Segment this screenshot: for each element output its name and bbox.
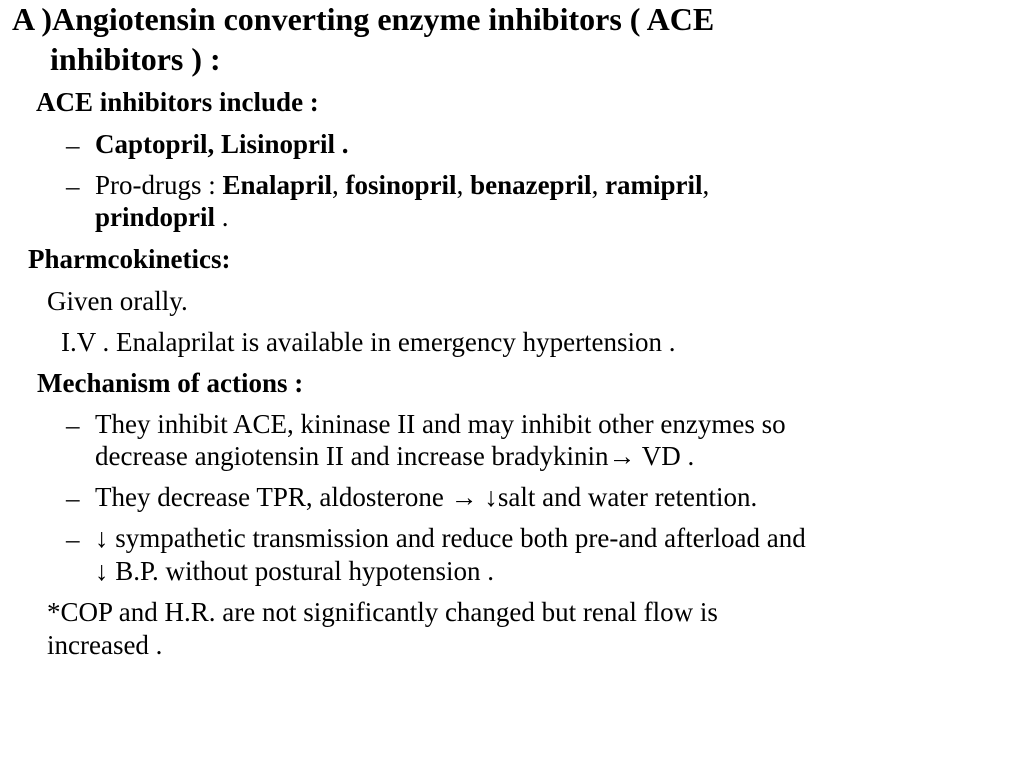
mechanism-2: They decrease TPR, aldosterone → ↓salt and water retention. — [95, 482, 758, 512]
prodrugs-line — [95, 171, 709, 201]
iv-enalaprilat: I.V . Enalaprilat is available in emergency hypertension . — [61, 327, 676, 357]
prodrug-item: prindopril — [95, 202, 216, 232]
slide-title-line-1: A )Angiotensin converting enzyme inhibitors ( ACE — [12, 1, 715, 37]
bullet-dash: – — [66, 171, 80, 201]
slide-title-line-2: inhibitors ) : — [50, 41, 221, 77]
bullet-dash: – — [66, 130, 80, 160]
separator: , — [591, 170, 606, 200]
separator: , — [456, 170, 471, 200]
bullet-dash: – — [66, 483, 80, 513]
prodrug-item: benazepril — [470, 170, 592, 200]
mechanism-heading: Mechanism of actions : — [37, 368, 304, 398]
separator: , — [702, 170, 710, 200]
mechanism-1-line-2: decrease angiotensin II and increase bradykinin→ VD . — [95, 441, 695, 471]
mechanism-1-line-1: They inhibit ACE, kininase II and may inhibit other enzymes so — [95, 409, 786, 439]
mechanism-3-line-2: ↓ B.P. without postural hypotension . — [95, 556, 495, 586]
mechanism-3-line-1: ↓ sympathetic transmission and reduce both pre-and afterload and — [95, 523, 806, 553]
prodrug-item: ramipril — [605, 170, 703, 200]
bullet-dash: – — [66, 410, 80, 440]
note-line-2: increased . — [47, 630, 163, 660]
separator: , — [332, 170, 346, 200]
prodrugs-label: Pro-drugs : — [95, 170, 223, 200]
bullet-dash: – — [66, 524, 80, 554]
period: . — [215, 202, 229, 232]
prodrugs-line-2 — [95, 203, 229, 233]
active-drugs: Captopril, Lisinopril . — [95, 129, 349, 159]
ace-include-heading: ACE inhibitors include : — [36, 87, 319, 117]
prodrug-item: Enalapril — [222, 170, 333, 200]
note-line-1: *COP and H.R. are not significantly changed but renal flow is — [47, 597, 718, 627]
pharmacokinetics-heading: Pharmcokinetics: — [28, 244, 231, 274]
prodrug-item: fosinopril — [345, 170, 457, 200]
given-orally: Given orally. — [47, 286, 188, 316]
